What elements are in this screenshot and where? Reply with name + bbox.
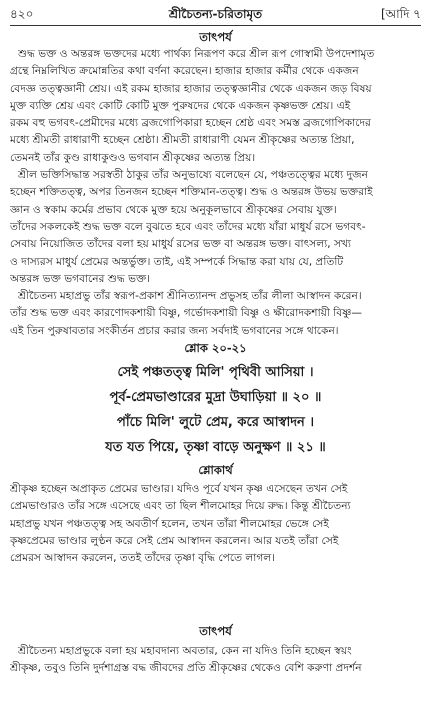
text-line: অন্তরঙ্গ ভক্ত ভগবানের শুদ্ধ ভক্ত। [10, 272, 151, 285]
text-line: প্রেমভাণ্ডারও তাঁর সঙ্গে এসেছে এবং তা ছিল শীলমোহর দিয়ে রুদ্ধ। কিন্তু শ্রীচৈতন্য [10, 500, 351, 513]
page-number: ৪২০ [10, 7, 34, 21]
page-header [10, 4, 421, 24]
text-line: তাঁর শুদ্ধ ভক্ত এবং কারণোদকশায়ী বিষ্ণু, গর্ভোদকশায়ী বিষ্ণু ও ক্ষীরোদকশায়ী বিষ্ণু— [10, 307, 363, 320]
header-rule [10, 25, 421, 26]
purport-heading-2: তাৎপর্য [199, 624, 232, 638]
text-line: তাঁদের সকলকেই শুদ্ধ ভক্ত বলে বুঝতে হবে এবং তাঁদের মধ্যে যাঁরা মাধুর্য রসে ভগবৎ- [10, 220, 366, 233]
section-marker: [আদি ৭ [380, 7, 421, 21]
text-line: মধ্যে শ্রীমতী রাধারাণী হচ্ছেন শ্রেষ্ঠা। শ্রীমতী রাধারাণী যেমন শ্রীকৃষ্ণের অত্যন্ত প্রিয়া, [10, 134, 355, 147]
text-line: শ্রীচৈতন্য মহাপ্রভু তাঁর স্বরূপ-প্রকাশ শ্রীনিত্যানন্দ প্রভুসহ তাঁর লীলা আস্বাদন করেন। [18, 290, 362, 303]
verse-line: যত যত পিয়ে, তৃষ্ণা বাড়ে অনুক্ষণ ॥ ২১ ॥ [105, 440, 326, 455]
text-line: বেদজ্ঞ তত্ত্বজ্ঞানী শ্রেয়। এই রকম হাজার হাজার তত্ত্বজ্ঞানীর থেকে একজন জড় বিষয় [10, 82, 372, 95]
text-line: গ্রন্থে নিম্নলিখিত ক্রমোন্নতির কথা বর্ণনা করেছেন। হাজার হাজার কর্মীর থেকে একজন [10, 65, 359, 78]
text-line: সেবায় নিয়োজিত তাঁদের বলা হয় মাধুর্য রসের ভক্ত বা অন্তরঙ্গ ভক্ত। বাৎসল্য, সখ্য [10, 238, 351, 251]
verse-heading: শ্লোক ২০-২১ [184, 341, 247, 355]
verse-line: পূর্ব-প্রেমভাণ্ডারের মুদ্রা উঘাড়িয়া ॥ ২০ ॥ [109, 390, 322, 405]
translation-heading: শ্লোকার্থ [198, 463, 233, 477]
running-title: শ্রীচৈতন্য-চরিতামৃত [168, 7, 263, 21]
text-line: জ্ঞান ও স্বকাম কর্মের প্রভাব থেকে মুক্ত হয়ে অনুকূলভাবে শ্রীকৃষ্ণের সেবায় যুক্ত। [10, 203, 337, 216]
text-line: শ্রীল ভক্তিসিদ্ধান্ত সরস্বতী ঠাকুর তাঁর অনুভাষ্যে বলেছেন যে, পঞ্চতত্ত্বের মধ্যে দুজন [18, 169, 368, 182]
text-line: শ্রীকৃষ্ণ হচ্ছেন অপ্রাকৃত প্রেমের ভাণ্ডার। যদিও পূর্বে যখন কৃষ্ণ এসেছেন তখন সেই [10, 483, 348, 495]
purport-body-2 [10, 643, 421, 678]
text-line: প্রেমরস আস্বাদন করলেন, ততই তাঁদের তৃষ্ণা বৃদ্ধি পেতে লাগল। [10, 552, 275, 565]
verse-line: পাঁচে মিলি' লুটে প্রেম, করে আস্বাদন । [117, 415, 314, 430]
verse-block [0, 360, 431, 460]
text-line: হচ্ছেন শক্তিতত্ত্ব, অপর তিনজন হচ্ছেন শক্তিমান-তত্ত্ব। শুদ্ধ ও অন্তরঙ্গ উভয় ভক্তরাই [10, 186, 373, 199]
verse-line: সেই পঞ্চতত্ত্ব মিলি' পৃথিবী আসিয়া । [117, 365, 314, 380]
text-line: মুক্ত ব্যক্তি শ্রেয় এবং কোটি কোটি মুক্ত পুরুষদের থেকে একজন কৃষ্ণভক্ত শ্রেয়। এই [10, 99, 351, 112]
translation-body [10, 481, 421, 567]
text-line: ও দাস্যরস মাধুর্য প্রেমের অন্তর্ভুক্ত। তাই, এই সম্পর্কে সিদ্ধান্ত করা যায় যে, প্রতিটি [10, 255, 344, 268]
text-line: কৃষ্ণপ্রেমের ভাণ্ডার লুণ্ঠন করে সেই প্রেম আস্বাদন করলেন। আর যতই তাঁরা সেই [10, 534, 339, 547]
text-line: এই তিন পুরুষাবতার সংকীর্তন প্রচার করার জন্য সর্বদাই ভগবানের সঙ্গে থাকেন। [10, 324, 339, 337]
text-line: শ্রীকৃষ্ণ, তবুও তিনি দুর্দশাগ্রস্ত বদ্ধ জীবদের প্রতি শ্রীকৃষ্ণের থেকেও বেশি করুণা প্রদর্শন [10, 662, 362, 675]
text-line: শুদ্ধ ভক্ত ও অন্তরঙ্গ ভক্তদের মধ্যে পার্থক্য নিরূপণ করে শ্রীল রূপ গোস্বামী উপদেশামৃত [18, 48, 375, 60]
purport-heading: তাৎপর্য [199, 30, 232, 44]
text-line: রকম বহু ভগবৎ-প্রেমীদের মধ্যে ব্রজগোপিকারা হচ্ছেন শ্রেষ্ঠ এবং সমস্ত ব্রজগোপিকাদের [10, 117, 371, 130]
purport-body [10, 46, 421, 340]
text-line: মহাপ্রভু যখন পঞ্চতত্ত্ব সহ অবতীর্ণ হলেন, তখন তাঁরা শীলমোহর ভেঙ্গে সেই [10, 517, 329, 530]
text-line: তেমনই তাঁর কুণ্ড রাধাকুণ্ডও ভগবান শ্রীকৃষ্ণের অত্যন্ত প্রিয়। [10, 151, 256, 164]
text-line: শ্রীচৈতন্য মহাপ্রভুকে বলা হয় মহাবদান্য অবতার, কেন না যদিও তিনি হচ্ছেন স্বয়ং [18, 645, 352, 657]
